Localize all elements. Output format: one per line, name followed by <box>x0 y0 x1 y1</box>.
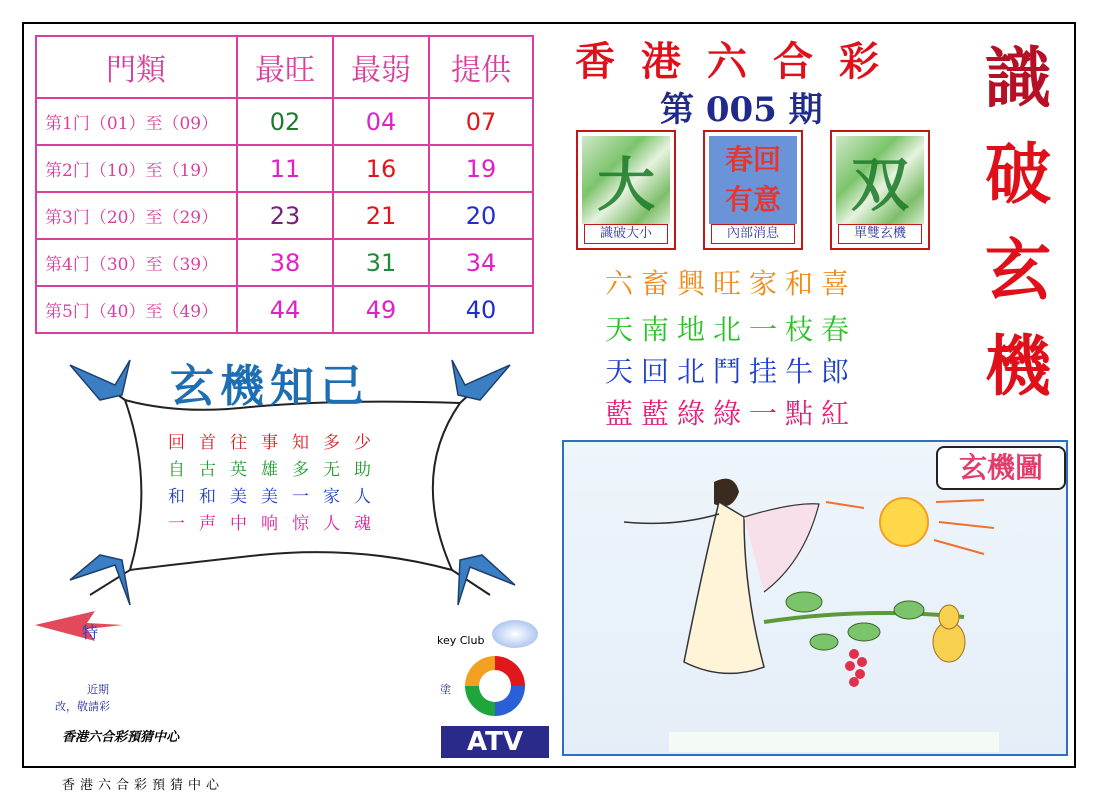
box-caption: 識破大小 <box>584 224 668 244</box>
jockey-club-text: key Club <box>437 634 485 647</box>
table-row <box>36 192 533 239</box>
special-arrow-icon <box>35 603 125 651</box>
atv-label: ATV <box>441 726 549 758</box>
side-char: 識 <box>985 39 1051 117</box>
cell-provided: 19 <box>429 145 533 192</box>
cell-provided: 20 <box>429 192 533 239</box>
row-range: 第5门（40）至（49） <box>36 286 237 333</box>
row-range: 第1门（01）至（09） <box>36 98 237 145</box>
cell-hottest: 02 <box>237 98 333 145</box>
notice-fragment: 近期 <box>87 683 109 696</box>
inside-news-box <box>703 130 803 250</box>
notice-fragment: 塗 <box>440 683 451 696</box>
cell-provided: 07 <box>429 98 533 145</box>
signature: 香港六合彩預猜中心 <box>62 730 180 745</box>
blue-card-icon <box>709 136 797 224</box>
table-row <box>36 98 533 145</box>
header-provided: 提供 <box>429 36 533 98</box>
banner-line: 自古英雄多无助 <box>168 460 385 480</box>
banner-line: 和和美美一家人 <box>168 487 385 507</box>
box-glyph: 双 <box>850 151 909 219</box>
cell-weakest: 21 <box>333 192 429 239</box>
box-caption: 單雙玄機 <box>838 224 922 244</box>
cell-weakest: 16 <box>333 145 429 192</box>
side-char: 玄 <box>985 231 1051 309</box>
side-char: 破 <box>985 135 1051 213</box>
cell-hottest: 11 <box>237 145 333 192</box>
cell-provided: 40 <box>429 286 533 333</box>
cell-hottest: 23 <box>237 192 333 239</box>
poem-line: 天回北鬥挂牛郎 <box>605 355 858 388</box>
cell-hottest: 44 <box>237 286 333 333</box>
issue-number: 第 005 期 <box>660 90 823 130</box>
cell-hottest: 38 <box>237 239 333 286</box>
banner-title: 玄機知己 <box>170 361 370 412</box>
cell-weakest: 04 <box>333 98 429 145</box>
lottery-title: 香港六合彩 <box>575 38 905 85</box>
special-label: 特 <box>82 623 99 642</box>
notice-fragment: 改，敬請彩 <box>55 700 110 713</box>
box-glyph <box>709 136 797 224</box>
header-category: 門類 <box>36 36 237 98</box>
atv-logo <box>441 648 549 758</box>
cell-weakest: 31 <box>333 239 429 286</box>
pixelated-character-icon <box>836 136 924 224</box>
box-glyph-text: 春回 有意 <box>724 143 781 216</box>
atv-ring-icon <box>441 648 549 728</box>
row-range: 第2门（10）至（19） <box>36 145 237 192</box>
odd-even-box <box>830 130 930 250</box>
pixelated-character-icon <box>582 136 670 224</box>
number-table <box>35 35 534 334</box>
table-header-row <box>36 36 533 98</box>
table-row <box>36 239 533 286</box>
header-weakest: 最弱 <box>333 36 429 98</box>
cell-weakest: 49 <box>333 286 429 333</box>
box-caption: 內部消息 <box>711 224 795 244</box>
side-title <box>978 30 1058 414</box>
riddle-picture <box>562 440 1068 756</box>
table-row <box>36 286 533 333</box>
mark-six-logo-icon <box>492 620 538 648</box>
side-char: 機 <box>985 327 1051 405</box>
size-hint-box <box>576 130 676 250</box>
row-range: 第3门（20）至（29） <box>36 192 237 239</box>
row-range: 第4门（30）至（39） <box>36 239 237 286</box>
footer-text: 香港六合彩預猜中心 <box>62 778 225 793</box>
poem-line: 藍藍綠綠一點紅 <box>605 397 858 430</box>
poem-line: 六畜興旺家和喜 <box>605 267 858 300</box>
banner-line: 一声中响惊人魂 <box>168 514 385 534</box>
scene-tag: 玄機圖 <box>936 446 1066 490</box>
cell-provided: 34 <box>429 239 533 286</box>
banner-line: 回首往事知多少 <box>168 433 385 453</box>
header-hottest: 最旺 <box>237 36 333 98</box>
table-row <box>36 145 533 192</box>
poem-line: 天南地北一枝春 <box>605 313 858 346</box>
box-glyph: 大 <box>596 151 655 219</box>
